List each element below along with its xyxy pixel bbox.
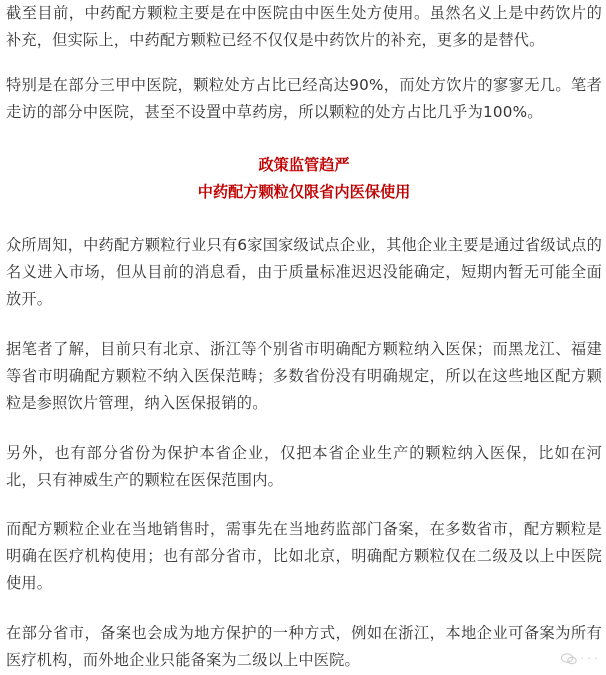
paragraph-filing: 而配方颗粒企业在当地销售时，需事先在当地药监部门备案，在多数省市，配方颗粒是明确在医疗机构使用；也有部分省市，比如北京，明确配方颗粒仅在二级及以上中医院使用。 xyxy=(6,520,602,592)
paragraph-local-protection: 另外，也有部分省份为保护本省企业，仅把本省企业生产的颗粒纳入医保，比如在河北，只有神威生产的颗粒在医保范围内。 xyxy=(6,444,602,489)
paragraph-pilot-enterprises: 众所周知，中药配方颗粒行业只有6家国家级试点企业，其他企业主要是通过省级试点的名义进入市场，但从目前的消息看，由于质量标准迟迟没能确定，短期内暂无可能全面放开。 xyxy=(6,236,602,308)
watermark xyxy=(561,652,598,665)
section-heading-line2: 中药配方颗粒仅限省内医保使用 xyxy=(197,183,411,201)
section-heading-line1: 政策监管趋严 xyxy=(258,156,350,174)
paragraph-tertiary-hospitals: 特别是在部分三甲中医院，颗粒处方占比已经高达90%，而处方饮片的寥寥无几。笔者走访的部分中医院，甚至不设置中草药房，所以颗粒的处方占比几乎为100%。 xyxy=(6,76,602,121)
wechat-bubble-icon xyxy=(561,653,577,665)
paragraph-zhejiang-example: 在部分省市，备案也会成为地方保护的一种方式，例如在浙江，本地企业可备案为所有医疗机构，而外地企业只能备案为二级以上中医院。 xyxy=(6,624,602,669)
paragraph-intro: 截至目前，中药配方颗粒主要是在中医院由中医生处方使用。虽然名义上是中药饮片的补充，但实际上，中药配方颗粒已经不仅仅是中药饮片的补充，更多的是替代。 xyxy=(6,4,602,49)
paragraph-medical-insurance: 据笔者了解，目前只有北京、浙江等个别省市明确配方颗粒纳入医保；而黑龙江、福建等省市明确配方颗粒不纳入医保范畴；多数省份没有明确规定，所以在这些地区配方颗粒是参照饮片管理，纳入医保报销的。 xyxy=(6,340,602,412)
watermark-text: · · · xyxy=(580,652,598,665)
